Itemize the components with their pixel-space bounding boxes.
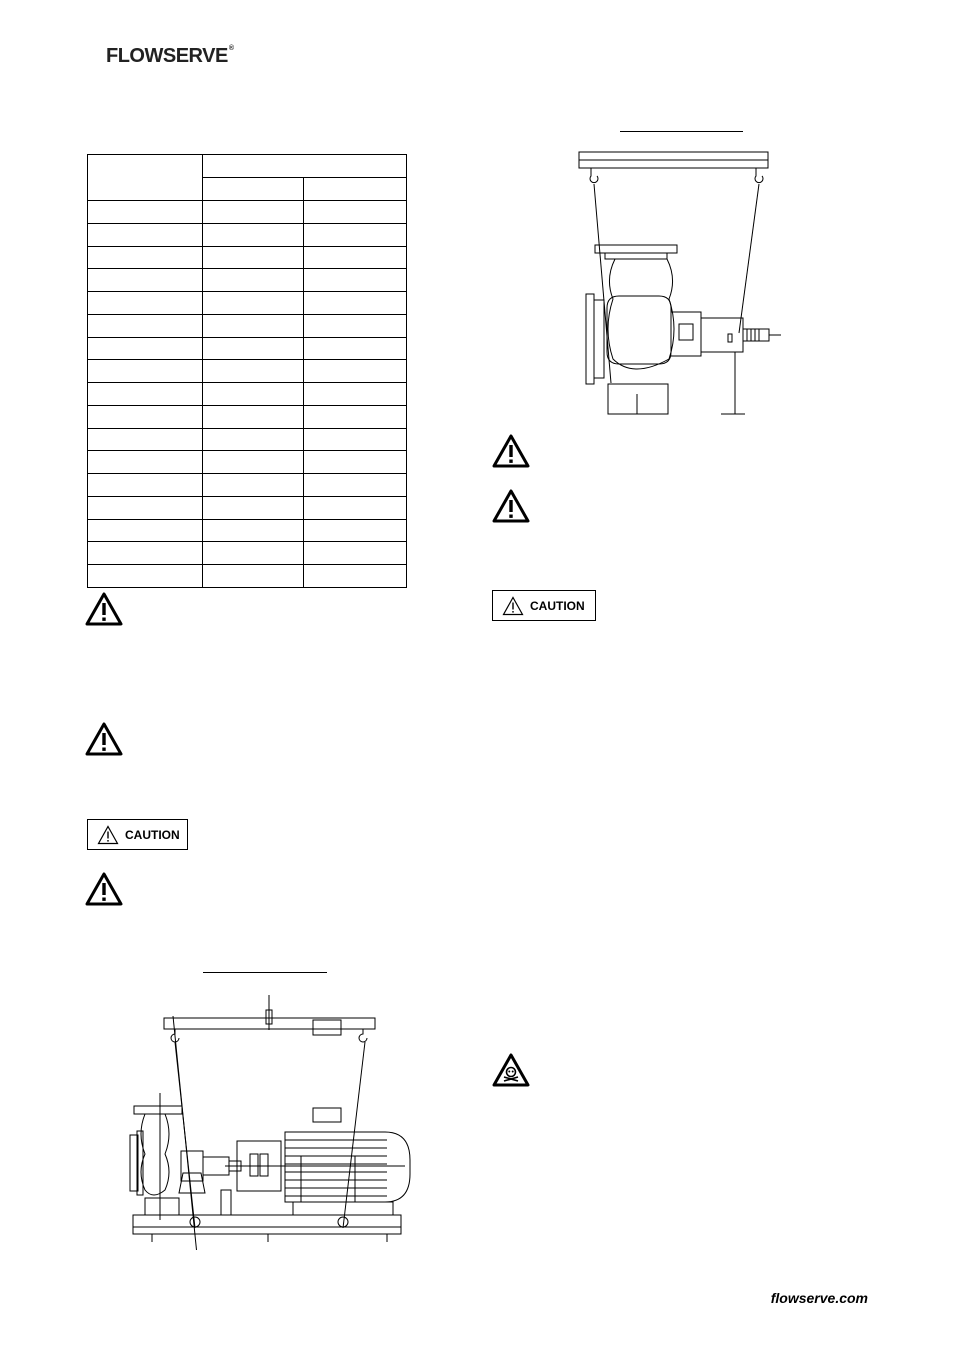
table-cell bbox=[203, 292, 304, 315]
table-cell bbox=[304, 474, 407, 497]
warning-triangle-icon bbox=[85, 872, 123, 906]
table-header-group-cell bbox=[203, 155, 407, 178]
warning-triangle-icon bbox=[492, 489, 530, 523]
logo-registered-mark: ® bbox=[228, 45, 234, 52]
table-cell bbox=[88, 201, 203, 224]
table-cell bbox=[203, 383, 304, 406]
table-cell bbox=[88, 565, 203, 588]
table-cell bbox=[203, 223, 304, 246]
table-row bbox=[88, 201, 407, 224]
table-cell bbox=[304, 565, 407, 588]
table-cell bbox=[88, 519, 203, 542]
table-row bbox=[88, 246, 407, 269]
table-cell bbox=[203, 405, 304, 428]
table-cell bbox=[304, 428, 407, 451]
table-row bbox=[88, 269, 407, 292]
flowserve-logo bbox=[106, 45, 233, 68]
table-row bbox=[88, 565, 407, 588]
footer-url[interactable]: flowserve.com bbox=[770, 1290, 868, 1306]
table-row bbox=[88, 337, 407, 360]
caution-triangle-icon bbox=[502, 596, 524, 616]
table-row bbox=[88, 223, 407, 246]
table-cell bbox=[304, 223, 407, 246]
table-header-row bbox=[88, 155, 407, 178]
table-row bbox=[88, 405, 407, 428]
table-row bbox=[88, 474, 407, 497]
table-cell bbox=[304, 292, 407, 315]
warning-triangle-icon bbox=[85, 592, 123, 626]
table-cell bbox=[88, 360, 203, 383]
table-cell bbox=[304, 383, 407, 406]
table-cell bbox=[304, 496, 407, 519]
table-cell bbox=[88, 223, 203, 246]
table-cell bbox=[304, 201, 407, 224]
caution-triangle-icon bbox=[97, 825, 119, 845]
table-cell bbox=[304, 246, 407, 269]
table-header-cell bbox=[88, 155, 203, 201]
table-cell bbox=[203, 269, 304, 292]
table-cell bbox=[88, 405, 203, 428]
table-cell bbox=[88, 474, 203, 497]
table-row bbox=[88, 519, 407, 542]
baseplate-lifting-diagram bbox=[125, 990, 420, 1250]
table-cell bbox=[203, 201, 304, 224]
table-cell bbox=[88, 337, 203, 360]
table-cell bbox=[203, 565, 304, 588]
table-cell bbox=[203, 542, 304, 565]
caution-text: CAUTION bbox=[125, 827, 180, 842]
table-cell bbox=[88, 451, 203, 474]
toxic-hazard-icon bbox=[492, 1053, 530, 1087]
table-row bbox=[88, 542, 407, 565]
table-cell bbox=[304, 451, 407, 474]
table-cell bbox=[88, 269, 203, 292]
figure-caption-rule bbox=[620, 131, 743, 132]
table-row bbox=[88, 314, 407, 337]
table-cell bbox=[304, 337, 407, 360]
table-row bbox=[88, 496, 407, 519]
table-cell bbox=[88, 383, 203, 406]
figure-caption-rule bbox=[203, 972, 327, 973]
table-cell bbox=[203, 246, 304, 269]
table-row bbox=[88, 428, 407, 451]
table-cell bbox=[88, 246, 203, 269]
table-cell bbox=[304, 269, 407, 292]
warning-triangle-icon bbox=[492, 434, 530, 468]
bare-pump-lifting-diagram bbox=[575, 148, 785, 423]
table-row bbox=[88, 360, 407, 383]
table-cell bbox=[203, 451, 304, 474]
table-cell bbox=[88, 496, 203, 519]
table-cell bbox=[304, 314, 407, 337]
caution-text: CAUTION bbox=[530, 598, 585, 613]
table-cell bbox=[203, 337, 304, 360]
table-cell bbox=[304, 405, 407, 428]
table-cell bbox=[203, 314, 304, 337]
table-cell bbox=[88, 542, 203, 565]
table-cell bbox=[203, 360, 304, 383]
table-cell bbox=[304, 360, 407, 383]
table-cell bbox=[203, 474, 304, 497]
caution-label bbox=[87, 819, 188, 850]
table-row bbox=[88, 383, 407, 406]
table-row bbox=[88, 451, 407, 474]
table-subheader-cell bbox=[304, 178, 407, 201]
lifting-weights-table bbox=[87, 154, 407, 588]
table-cell bbox=[203, 496, 304, 519]
table-cell bbox=[304, 519, 407, 542]
table-cell bbox=[88, 428, 203, 451]
caution-label bbox=[492, 590, 596, 621]
table-cell bbox=[88, 314, 203, 337]
table-cell bbox=[304, 542, 407, 565]
table-cell bbox=[88, 292, 203, 315]
table-cell bbox=[203, 428, 304, 451]
table-row bbox=[88, 292, 407, 315]
table-cell bbox=[203, 519, 304, 542]
warning-triangle-icon bbox=[85, 722, 123, 756]
logo-text: FLOWSERVE bbox=[106, 45, 228, 67]
table-subheader-cell bbox=[203, 178, 304, 201]
